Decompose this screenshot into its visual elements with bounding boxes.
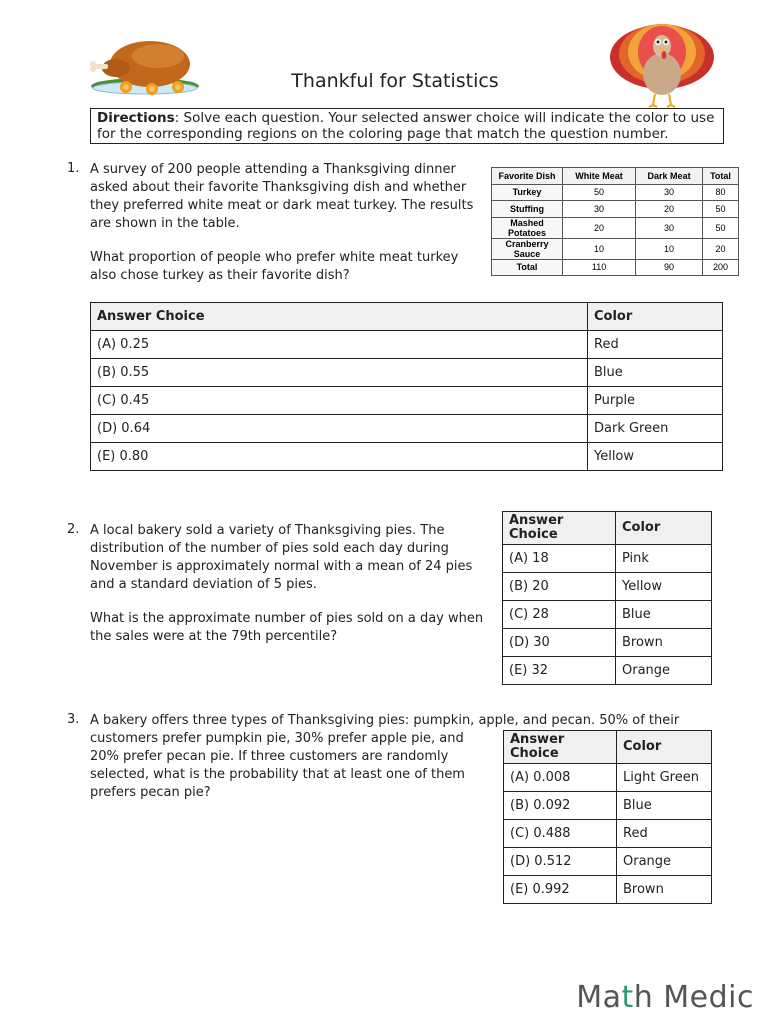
table-row bbox=[91, 331, 723, 359]
page-title: Thankful for Statistics bbox=[291, 70, 499, 92]
color-header: Color bbox=[617, 731, 712, 764]
table-row bbox=[503, 573, 712, 601]
answer-choice-header: Answer Choice bbox=[91, 303, 588, 331]
answer-choice: (B) 0.55 bbox=[91, 359, 588, 387]
table-header: Dark Meat bbox=[636, 168, 703, 185]
question-1-text bbox=[90, 161, 480, 285]
table-row bbox=[503, 545, 712, 573]
directions-label: Directions bbox=[97, 110, 175, 126]
table-header: Total bbox=[703, 168, 739, 185]
answer-header-line: Answer bbox=[509, 513, 564, 528]
answer-color: Orange bbox=[617, 848, 712, 876]
table-cell: Cranberry Sauce bbox=[492, 238, 563, 259]
directions-box bbox=[90, 108, 724, 144]
answer-choice: (E) 0.80 bbox=[91, 443, 588, 471]
table-row bbox=[492, 184, 739, 201]
answer-choice: (E) 32 bbox=[503, 657, 616, 685]
question-1-number: 1. bbox=[67, 161, 80, 176]
answer-color: Orange bbox=[616, 657, 712, 685]
table-header-row bbox=[492, 168, 739, 185]
color-header: Color bbox=[616, 512, 712, 545]
question-3-number: 3. bbox=[67, 712, 80, 727]
table-cell: 50 bbox=[703, 201, 739, 218]
table-cell: 20 bbox=[563, 217, 636, 238]
table-cell: 30 bbox=[563, 201, 636, 218]
table-row bbox=[91, 415, 723, 443]
table-cell: 20 bbox=[703, 238, 739, 259]
table-cell: Turkey bbox=[492, 184, 563, 201]
table-row bbox=[503, 629, 712, 657]
table-cell: 20 bbox=[636, 201, 703, 218]
table-header-row bbox=[91, 303, 723, 331]
answer-header-line: Choice bbox=[510, 746, 559, 761]
answer-choice-header bbox=[504, 731, 617, 764]
answer-color: Red bbox=[588, 331, 723, 359]
answer-choice: (B) 20 bbox=[503, 573, 616, 601]
logo-text-suffix: h Medic bbox=[633, 980, 754, 1015]
table-row bbox=[492, 259, 739, 276]
table-cell: 10 bbox=[636, 238, 703, 259]
answer-header-line: Answer bbox=[510, 732, 565, 747]
table-row bbox=[504, 820, 712, 848]
table-row bbox=[91, 359, 723, 387]
answer-color: Pink bbox=[616, 545, 712, 573]
question-3-line-1: A bakery offers three types of Thanksgiving pies: pumpkin, apple, and pecan. 50% of their bbox=[90, 713, 680, 728]
table-cell: Total bbox=[492, 259, 563, 276]
answer-choice: (C) 0.488 bbox=[504, 820, 617, 848]
q1-survey-table bbox=[491, 167, 739, 276]
question-2-prompt: What is the approximate number of pies sold on a day when the sales were at the 79th percentile? bbox=[90, 611, 484, 644]
table-cell: 80 bbox=[703, 184, 739, 201]
table-cell: 50 bbox=[703, 217, 739, 238]
table-row bbox=[492, 217, 739, 238]
answer-choice: (C) 0.45 bbox=[91, 387, 588, 415]
answer-color: Yellow bbox=[616, 573, 712, 601]
table-row bbox=[492, 238, 739, 259]
table-header-row bbox=[503, 512, 712, 545]
directions-text: : Solve each question. Your selected answer choice will indicate the color to use for the corresponding regions on the coloring page that match the question number. bbox=[97, 110, 715, 142]
table-cell: 50 bbox=[563, 184, 636, 201]
answer-color: Blue bbox=[616, 601, 712, 629]
answer-color: Light Green bbox=[617, 764, 712, 792]
answer-color: Red bbox=[617, 820, 712, 848]
cartoon-turkey-image bbox=[605, 12, 720, 109]
question-1-prompt: What proportion of people who prefer white meat turkey also chose turkey as their favorite dish? bbox=[90, 250, 459, 283]
question-2-number: 2. bbox=[67, 522, 80, 537]
answer-color: Blue bbox=[588, 359, 723, 387]
table-row bbox=[503, 657, 712, 685]
table-row bbox=[504, 792, 712, 820]
table-cell: 90 bbox=[636, 259, 703, 276]
answer-choice: (E) 0.992 bbox=[504, 876, 617, 904]
table-cell: 200 bbox=[703, 259, 739, 276]
answer-choice: (A) 0.25 bbox=[91, 331, 588, 359]
table-cell: 30 bbox=[636, 184, 703, 201]
logo-text-prefix: Ma bbox=[576, 980, 622, 1015]
table-header: White Meat bbox=[563, 168, 636, 185]
question-2-text bbox=[90, 522, 490, 646]
table-row bbox=[504, 876, 712, 904]
table-cell: 10 bbox=[563, 238, 636, 259]
question-3-text: customers prefer pumpkin pie, 30% prefer apple pie, and 20% prefer pecan pie. If three customers are randomly selected, what is the probability that at least one of them prefers pecan pie? bbox=[90, 731, 465, 800]
answer-choice: (B) 0.092 bbox=[504, 792, 617, 820]
table-cell: 110 bbox=[563, 259, 636, 276]
table-row bbox=[504, 848, 712, 876]
answer-choice: (D) 0.512 bbox=[504, 848, 617, 876]
answer-header-line: Choice bbox=[509, 527, 558, 542]
answer-color: Blue bbox=[617, 792, 712, 820]
table-cell: 30 bbox=[636, 217, 703, 238]
table-header: Favorite Dish bbox=[492, 168, 563, 185]
answer-choice: (A) 18 bbox=[503, 545, 616, 573]
q1-answer-table bbox=[90, 302, 723, 471]
answer-color: Brown bbox=[617, 876, 712, 904]
question-1-stem: A survey of 200 people attending a Thanksgiving dinner asked about their favorite Thanksgiving dish and whether they preferred white meat or dark meat turkey. The results are shown in the table. bbox=[90, 162, 474, 231]
table-row bbox=[91, 443, 723, 471]
answer-color: Yellow bbox=[588, 443, 723, 471]
answer-choice: (A) 0.008 bbox=[504, 764, 617, 792]
table-row bbox=[503, 601, 712, 629]
answer-choice: (C) 28 bbox=[503, 601, 616, 629]
answer-choice-header bbox=[503, 512, 616, 545]
table-row bbox=[504, 764, 712, 792]
table-row bbox=[91, 387, 723, 415]
table-cell: Mashed Potatoes bbox=[492, 217, 563, 238]
answer-color: Purple bbox=[588, 387, 723, 415]
answer-choice: (D) 30 bbox=[503, 629, 616, 657]
math-medic-logo bbox=[576, 980, 754, 1015]
logo-plus-t: t bbox=[621, 980, 634, 1015]
q2-answer-table bbox=[502, 511, 712, 685]
answer-color: Dark Green bbox=[588, 415, 723, 443]
q3-answer-table bbox=[503, 730, 712, 904]
answer-color: Brown bbox=[616, 629, 712, 657]
color-header: Color bbox=[588, 303, 723, 331]
question-2-stem: A local bakery sold a variety of Thanksgiving pies. The distribution of the number of pies sold each day during November is approximately normal with a mean of 24 pies and a standard deviation of 5 pies. bbox=[90, 523, 473, 592]
table-cell: Stuffing bbox=[492, 201, 563, 218]
table-header-row bbox=[504, 731, 712, 764]
answer-choice: (D) 0.64 bbox=[91, 415, 588, 443]
table-row bbox=[492, 201, 739, 218]
